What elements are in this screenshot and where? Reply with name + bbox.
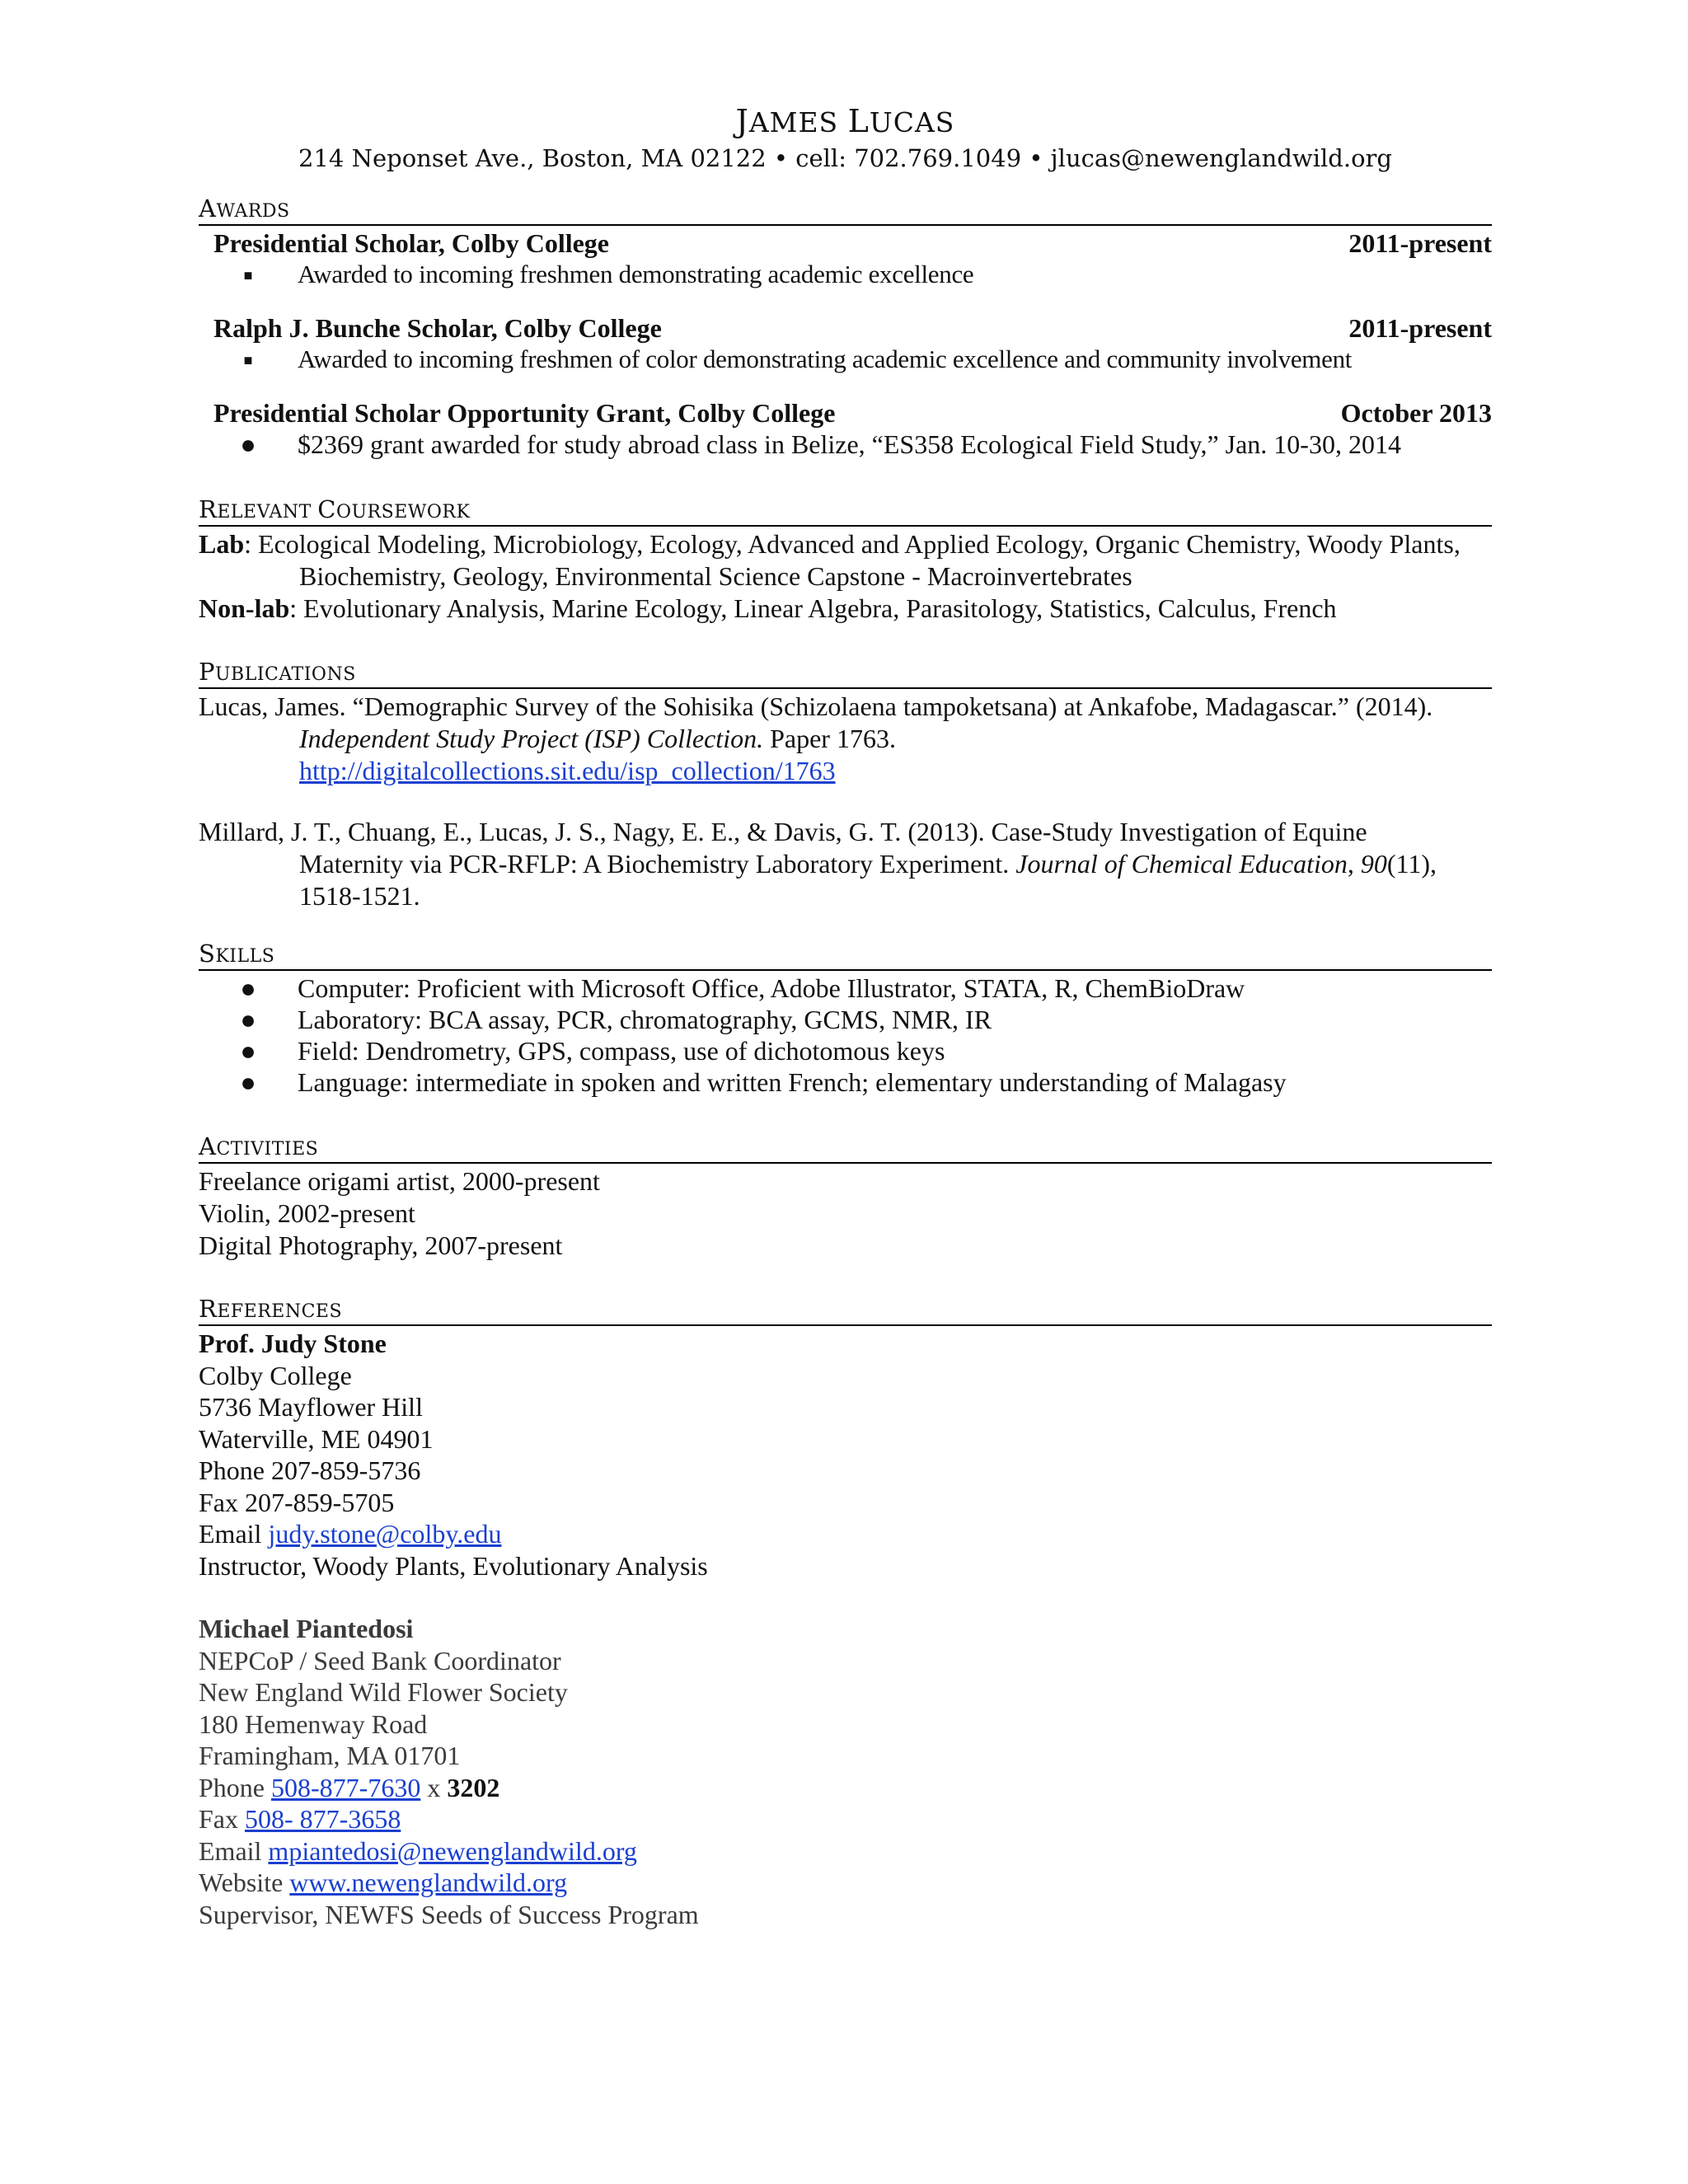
- references-section: [199, 1296, 1492, 1930]
- skills-section: [199, 941, 1492, 1098]
- round-bullet-icon: ●: [240, 429, 256, 459]
- award-title-row: [199, 397, 1492, 429]
- round-bullet-icon: ●: [240, 1005, 256, 1034]
- resume-header: [199, 104, 1492, 175]
- section-heading-coursework: RELEVANT COURSEWORK: [199, 497, 1492, 527]
- award-title: Presidential Scholar Opportunity Grant, Colby College: [213, 398, 836, 428]
- skill-item: ● Computer: Proficient with Microsoft Office, Adobe Illustrator, STATA, R, ChemBioDraw: [199, 972, 1492, 1004]
- contact-line: 214 Neponset Ave., Boston, MA 02122 • cell: 702.769.1049 • jlucas@newenglandwild.org: [298, 144, 1392, 172]
- round-bullet-icon: ●: [240, 973, 256, 1003]
- award-bullet: ■ Awarded to incoming freshmen demonstrating academic excellence: [199, 259, 1492, 294]
- section-heading-publications: PUBLICATIONS: [199, 659, 1492, 689]
- award-date: 2011-present: [1348, 313, 1492, 343]
- website-link[interactable]: www.newenglandwild.org: [289, 1868, 568, 1897]
- skill-item: ● Field: Dendrometry, GPS, compass, use of dichotomous keys: [199, 1035, 1492, 1066]
- publication-entry: Millard, J. T., Chuang, E., Lucas, J. S., Nagy, E. E., & Davis, G. T. (2013). Case-Study Investigation of Equine Maternity via PCR-RFLP: A Biochemistry Laboratory Experiment. Journal of Chemical Education, 90(11), 1518-1521.: [199, 817, 1437, 911]
- publications-section: [199, 659, 1492, 912]
- round-bullet-icon: ●: [240, 1036, 256, 1066]
- activity-item: Freelance origami artist, 2000-present: [199, 1166, 600, 1196]
- coursework-nonlab: Non-lab: Evolutionary Analysis, Marine Ecology, Linear Algebra, Parasitology, Statistics, Calculus, French: [199, 593, 1337, 623]
- coursework-section: [199, 497, 1492, 625]
- award-date: October 2013: [1340, 398, 1492, 428]
- section-heading-references: REFERENCES: [199, 1296, 1492, 1326]
- skill-item: ● Laboratory: BCA assay, PCR, chromatography, GCMS, NMR, IR: [199, 1004, 1492, 1035]
- publication-entry: Lucas, James. “Demographic Survey of the Sohisika (Schizolaena tampoketsana) at Ankafobe, Madagascar.” (2014). Independent Study Project (ISP) Collection. Paper 1763. http://digitalcollections.sit.edu/isp_collection/1763: [199, 691, 1433, 785]
- award-title: Ralph J. Bunche Scholar, Colby College: [213, 313, 662, 343]
- reference-1: Prof. Judy Stone Colby College 5736 Mayflower Hill Waterville, ME 04901 Phone 207-859-5736 Fax 207-859-5705 Email judy.stone@colby.edu Instructor, Woody Plants, Evolutionary Analysis: [199, 1329, 708, 1581]
- section-heading-awards: AWARDS: [199, 196, 1492, 226]
- phone-link[interactable]: 508-877-7630: [271, 1772, 421, 1802]
- fax-link[interactable]: 508- 877-3658: [245, 1804, 401, 1834]
- email-link[interactable]: mpiantedosi@newenglandwild.org: [268, 1835, 637, 1866]
- activity-item: Violin, 2002-present: [199, 1198, 415, 1228]
- activity-item: Digital Photography, 2007-present: [199, 1230, 563, 1260]
- award-bullet: ● $2369 grant awarded for study abroad class in Belize, “ES358 Ecological Field Study,” Jan. 10-30, 2014: [199, 429, 1492, 460]
- skill-item: ● Language: intermediate in spoken and written French; elementary understanding of Malagasy: [199, 1066, 1492, 1098]
- award-date: 2011-present: [1348, 228, 1492, 258]
- section-heading-activities: ACTIVITIES: [199, 1134, 1492, 1164]
- award-bullet: ■ Awarded to incoming freshmen of color demonstrating academic excellence and community involvement: [199, 344, 1492, 379]
- applicant-name: JAMES LUCAS: [735, 103, 955, 139]
- award-title-row: [199, 312, 1492, 344]
- reference-name: Prof. Judy Stone: [199, 1329, 387, 1358]
- square-bullet-icon: ■: [243, 267, 253, 284]
- awards-section: [199, 196, 1492, 460]
- coursework-lab: Lab: Ecological Modeling, Microbiology, Ecology, Advanced and Applied Ecology, Organic Chemistry, Woody Plants, Biochemistry, Geology, Environmental Science Capstone - Macroinvertebrates: [199, 529, 1461, 591]
- award-title-row: [199, 227, 1492, 259]
- reference-name: Michael Piantedosi: [199, 1614, 414, 1643]
- reference-2: Michael Piantedosi NEPCoP / Seed Bank Coordinator New England Wild Flower Society 180 Hemenway Road Framingham, MA 01701 Phone 508-877-7630 x 3202 Fax 508- 877-3658 Email mpiantedosi@newenglandwild.org Website www.newenglandwild.org Supervisor, NEWFS Seeds of Success Program: [199, 1614, 699, 1929]
- round-bullet-icon: ●: [240, 1067, 256, 1097]
- email-link[interactable]: judy.stone@colby.edu: [268, 1519, 502, 1549]
- publication-link[interactable]: http://digitalcollections.sit.edu/isp_collection/1763: [299, 756, 836, 785]
- award-title: Presidential Scholar, Colby College: [213, 228, 609, 258]
- section-heading-skills: SKILLS: [199, 941, 1492, 971]
- square-bullet-icon: ■: [243, 352, 253, 368]
- activities-section: [199, 1134, 1492, 1262]
